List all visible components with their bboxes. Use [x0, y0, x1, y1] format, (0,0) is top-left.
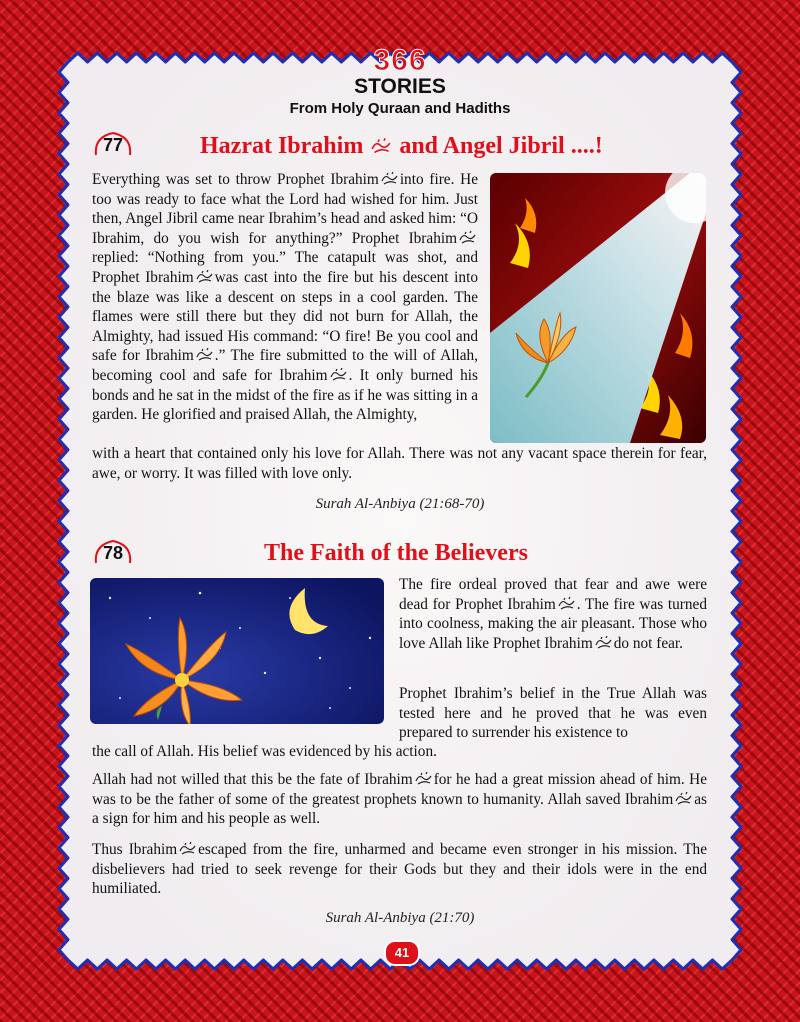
fire-illustration	[490, 173, 706, 443]
text-run: for he had a great mission ahead of him. He was to be the father of some of the greatest prophets known to humanity. Allah saved Ibrahim	[92, 771, 707, 808]
text-run: replied: “Nothing from you.” The catapult was shot, and Prophet Ibrahim	[92, 249, 478, 286]
book-number: 366	[373, 44, 427, 77]
story-number-badge	[92, 131, 134, 157]
pbuh-icon	[675, 792, 692, 805]
pbuh-icon	[459, 231, 476, 244]
story-paragraph	[92, 770, 707, 829]
text-run: The fire ordeal proved that fear and awe were dead for Prophet Ibrahim	[399, 576, 707, 613]
pbuh-icon	[595, 636, 612, 649]
story-title: The Faith of the Believers	[264, 540, 528, 566]
pbuh-icon	[330, 368, 347, 381]
story-title-part-a: Hazrat Ibrahim	[200, 133, 364, 159]
story-paragraph-continued: with a heart that contained only his love for Allah. There was not any vacant space therein for fear, awe, or worry. It was filled with love only.	[92, 445, 707, 482]
pbuh-icon	[196, 270, 213, 283]
text-run: Allah had not willed that this be the fate of Ibrahim	[92, 771, 413, 788]
text-run: into fire. He too was ready to face what the Lord had wished for him. Just then, Angel Jibril came near Ibrahim’s head and asked him: “O Ibrahim, do you wish for anything?” Prophet Ibrahim	[92, 171, 478, 247]
story-paragraph	[92, 840, 707, 899]
surah-reference: Surah Al-Anbiya (21:70)	[325, 910, 475, 926]
surah-reference: Surah Al-Anbiya (21:68-70)	[315, 496, 485, 512]
book-title: STORIES	[354, 75, 446, 98]
pbuh-icon	[179, 842, 196, 855]
pbuh-icon	[381, 172, 398, 185]
book-subtitle: From Holy Quraan and Hadiths	[289, 100, 511, 117]
pbuh-icon	[415, 772, 432, 785]
text-run: . It only burned his bonds and he sat in the midst of the fire as if he was sitting in a garden. He glorified and praised Allah, the Almighty,	[92, 366, 478, 424]
text-run: do not fear.	[613, 634, 683, 652]
story-paragraph	[92, 170, 478, 425]
story-paragraph	[399, 575, 707, 653]
night-flower-illustration	[90, 578, 384, 724]
text-run: escaped from the fire, unharmed and became even stronger in his mission. The disbelievers had tried to seek revenge for their Gods but they and their idols were in the end humiliated.	[92, 841, 707, 898]
text-run: was cast into the fire but his descent into the blaze was like a descent on steps in a cool garden. The flames were still there but they did not burn for Allah, the Almighty, had issued His command: “O fire! Be you cool and safe for Ibrahim	[92, 268, 478, 365]
story-number: 78	[102, 543, 124, 563]
text-run: Everything was set to throw Prophet Ibrahim	[92, 171, 379, 188]
text-run: as a sign for him and his people as well.	[92, 790, 707, 828]
story-number-badge	[92, 539, 134, 565]
story-paragraph-continued: the call of Allah. His belief was evidenced by his action.	[92, 743, 437, 760]
text-run: Thus Ibrahim	[92, 841, 178, 858]
page-number: 41	[384, 940, 420, 966]
story-title	[200, 132, 603, 160]
pbuh-icon	[196, 348, 213, 361]
story-number: 77	[102, 135, 124, 155]
text-run: .” The fire submitted to the will of Allah, becoming cool and safe for Ibrahim	[92, 347, 478, 384]
story-title-part-b: and Angel Jibril ....!	[399, 133, 603, 159]
pbuh-icon	[371, 138, 391, 154]
pbuh-icon	[558, 597, 575, 610]
story-paragraph: Prophet Ibrahim’s belief in the True Allah was tested here and he proved that he was even prepared to surrender his existence to	[399, 685, 707, 742]
text-run: . The fire was turned into coolness, making the air pleasant. Those who love Allah like Prophet Ibrahim	[399, 595, 707, 652]
